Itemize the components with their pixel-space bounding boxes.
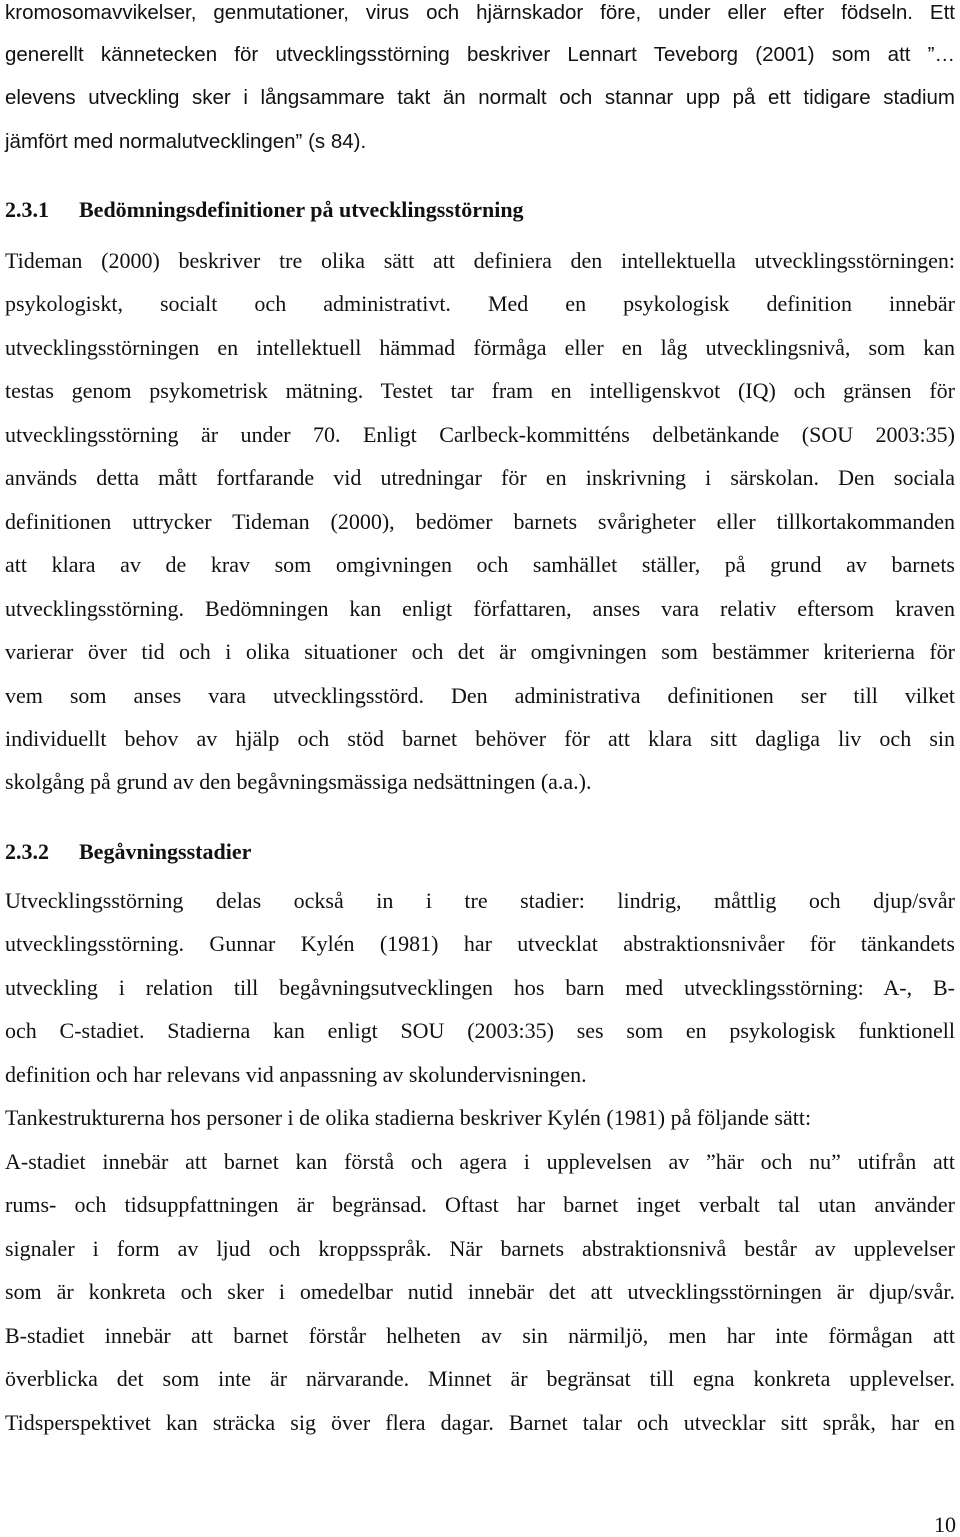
section-heading xyxy=(5,197,955,223)
text-line: definition och har relevans vid anpassning av skolundervisningen. xyxy=(5,1062,587,1087)
section-title: Begåvningsstadier xyxy=(79,839,252,864)
text-line: definitionen uttrycker Tideman (2000), bedömer barnets svårigheter eller tillkortakommanden xyxy=(5,509,955,534)
section-number: 2.3.1 xyxy=(5,197,49,222)
text-line: utveckling i relation till begåvningsutvecklingen hos barn med utvecklingsstörning: A-, B- xyxy=(5,975,955,1000)
text-line: individuellt behov av hjälp och stöd barnet behöver för att klara sitt dagliga liv och sin xyxy=(5,726,955,751)
text-line: utvecklingsstörningen en intellektuell hämmad förmåga eller en låg utvecklingsnivå, som kan xyxy=(5,335,955,360)
text-line: Tankestrukturerna hos personer i de olika stadierna beskriver Kylén (1981) på följande sätt: xyxy=(5,1105,812,1130)
text-line: signaler i form av ljud och kroppsspråk. När barnets abstraktionsnivå består av upplevelser xyxy=(5,1236,955,1261)
text-line: A-stadiet innebär att barnet kan förstå och agera i upplevelsen av ”här och nu” utifrån att xyxy=(5,1149,955,1174)
text-line: Utvecklingsstörning delas också in i tre stadier: lindrig, måttlig och djup/svår xyxy=(5,888,955,913)
section-number: 2.3.2 xyxy=(5,839,49,864)
text-line: att klara av de krav som omgivningen och samhället ställer, på grund av barnets xyxy=(5,552,955,577)
text-line: vem som anses vara utvecklingsstörd. Den administrativa definitionen ser till vilket xyxy=(5,683,955,708)
text-line: som är konkreta och sker i omedelbar nutid innebär det att utvecklingsstörningen är djup/svår. xyxy=(5,1279,955,1304)
text-line: utvecklingsstörning. Gunnar Kylén (1981) har utvecklat abstraktionsnivåer för tänkandets xyxy=(5,931,955,956)
text-line: Tidsperspektivet kan sträcka sig över flera dagar. Barnet talar och utvecklar sitt språk, har en xyxy=(5,1410,955,1435)
text-line: används detta mått fortfarande vid utredningar för en inskrivning i särskolan. Den sociala xyxy=(5,465,955,490)
text-line: och C-stadiet. Stadierna kan enligt SOU (2003:35) ses som en psykologisk funktionell xyxy=(5,1018,955,1043)
section-heading xyxy=(5,839,955,865)
text-line: rums- och tidsuppfattningen är begränsad. Oftast har barnet inget verbalt tal utan använder xyxy=(5,1192,955,1217)
text-line: varierar över tid och i olika situationer och det är omgivningen som bestämmer kriterierna för xyxy=(5,639,955,664)
text-line: elevens utveckling sker i långsammare takt än normalt och stannar upp på ett tidigare stadium xyxy=(5,86,955,109)
text-line: jämfört med normalutvecklingen” (s 84). xyxy=(5,130,367,153)
text-line: utvecklingsstörning. Bedömningen kan enligt författaren, anses vara relativ eftersom kraven xyxy=(5,596,955,621)
text-line: skolgång på grund av den begåvningsmässiga nedsättningen (a.a.). xyxy=(5,769,592,794)
section-title: Bedömningsdefinitioner på utvecklingsstörning xyxy=(79,197,524,222)
text-line: B-stadiet innebär att barnet förstår helheten av sin närmiljö, men har inte förmågan att xyxy=(5,1323,955,1348)
text-line: psykologiskt, socialt och administrativt. Med en psykologisk definition innebär xyxy=(5,291,955,316)
text-line: Tideman (2000) beskriver tre olika sätt att definiera den intellektuella utvecklingsstörningen: xyxy=(5,248,955,273)
text-line: generellt kännetecken för utvecklingsstörning beskriver Lennart Teveborg (2001) som att ”… xyxy=(5,43,955,66)
text-line: kromosomavvikelser, genmutationer, virus och hjärnskador före, under eller efter födseln. Ett xyxy=(5,1,955,24)
text-line: testas genom psykometrisk mätning. Testet tar fram en intelligenskvot (IQ) och gränsen för xyxy=(5,378,955,403)
text-line: utvecklingsstörning är under 70. Enligt Carlbeck-kommitténs delbetänkande (SOU 2003:35) xyxy=(5,422,955,447)
page-number: 10 xyxy=(934,1512,956,1537)
text-line: överblicka det som inte är närvarande. Minnet är begränsat till egna konkreta upplevelser. xyxy=(5,1366,955,1391)
